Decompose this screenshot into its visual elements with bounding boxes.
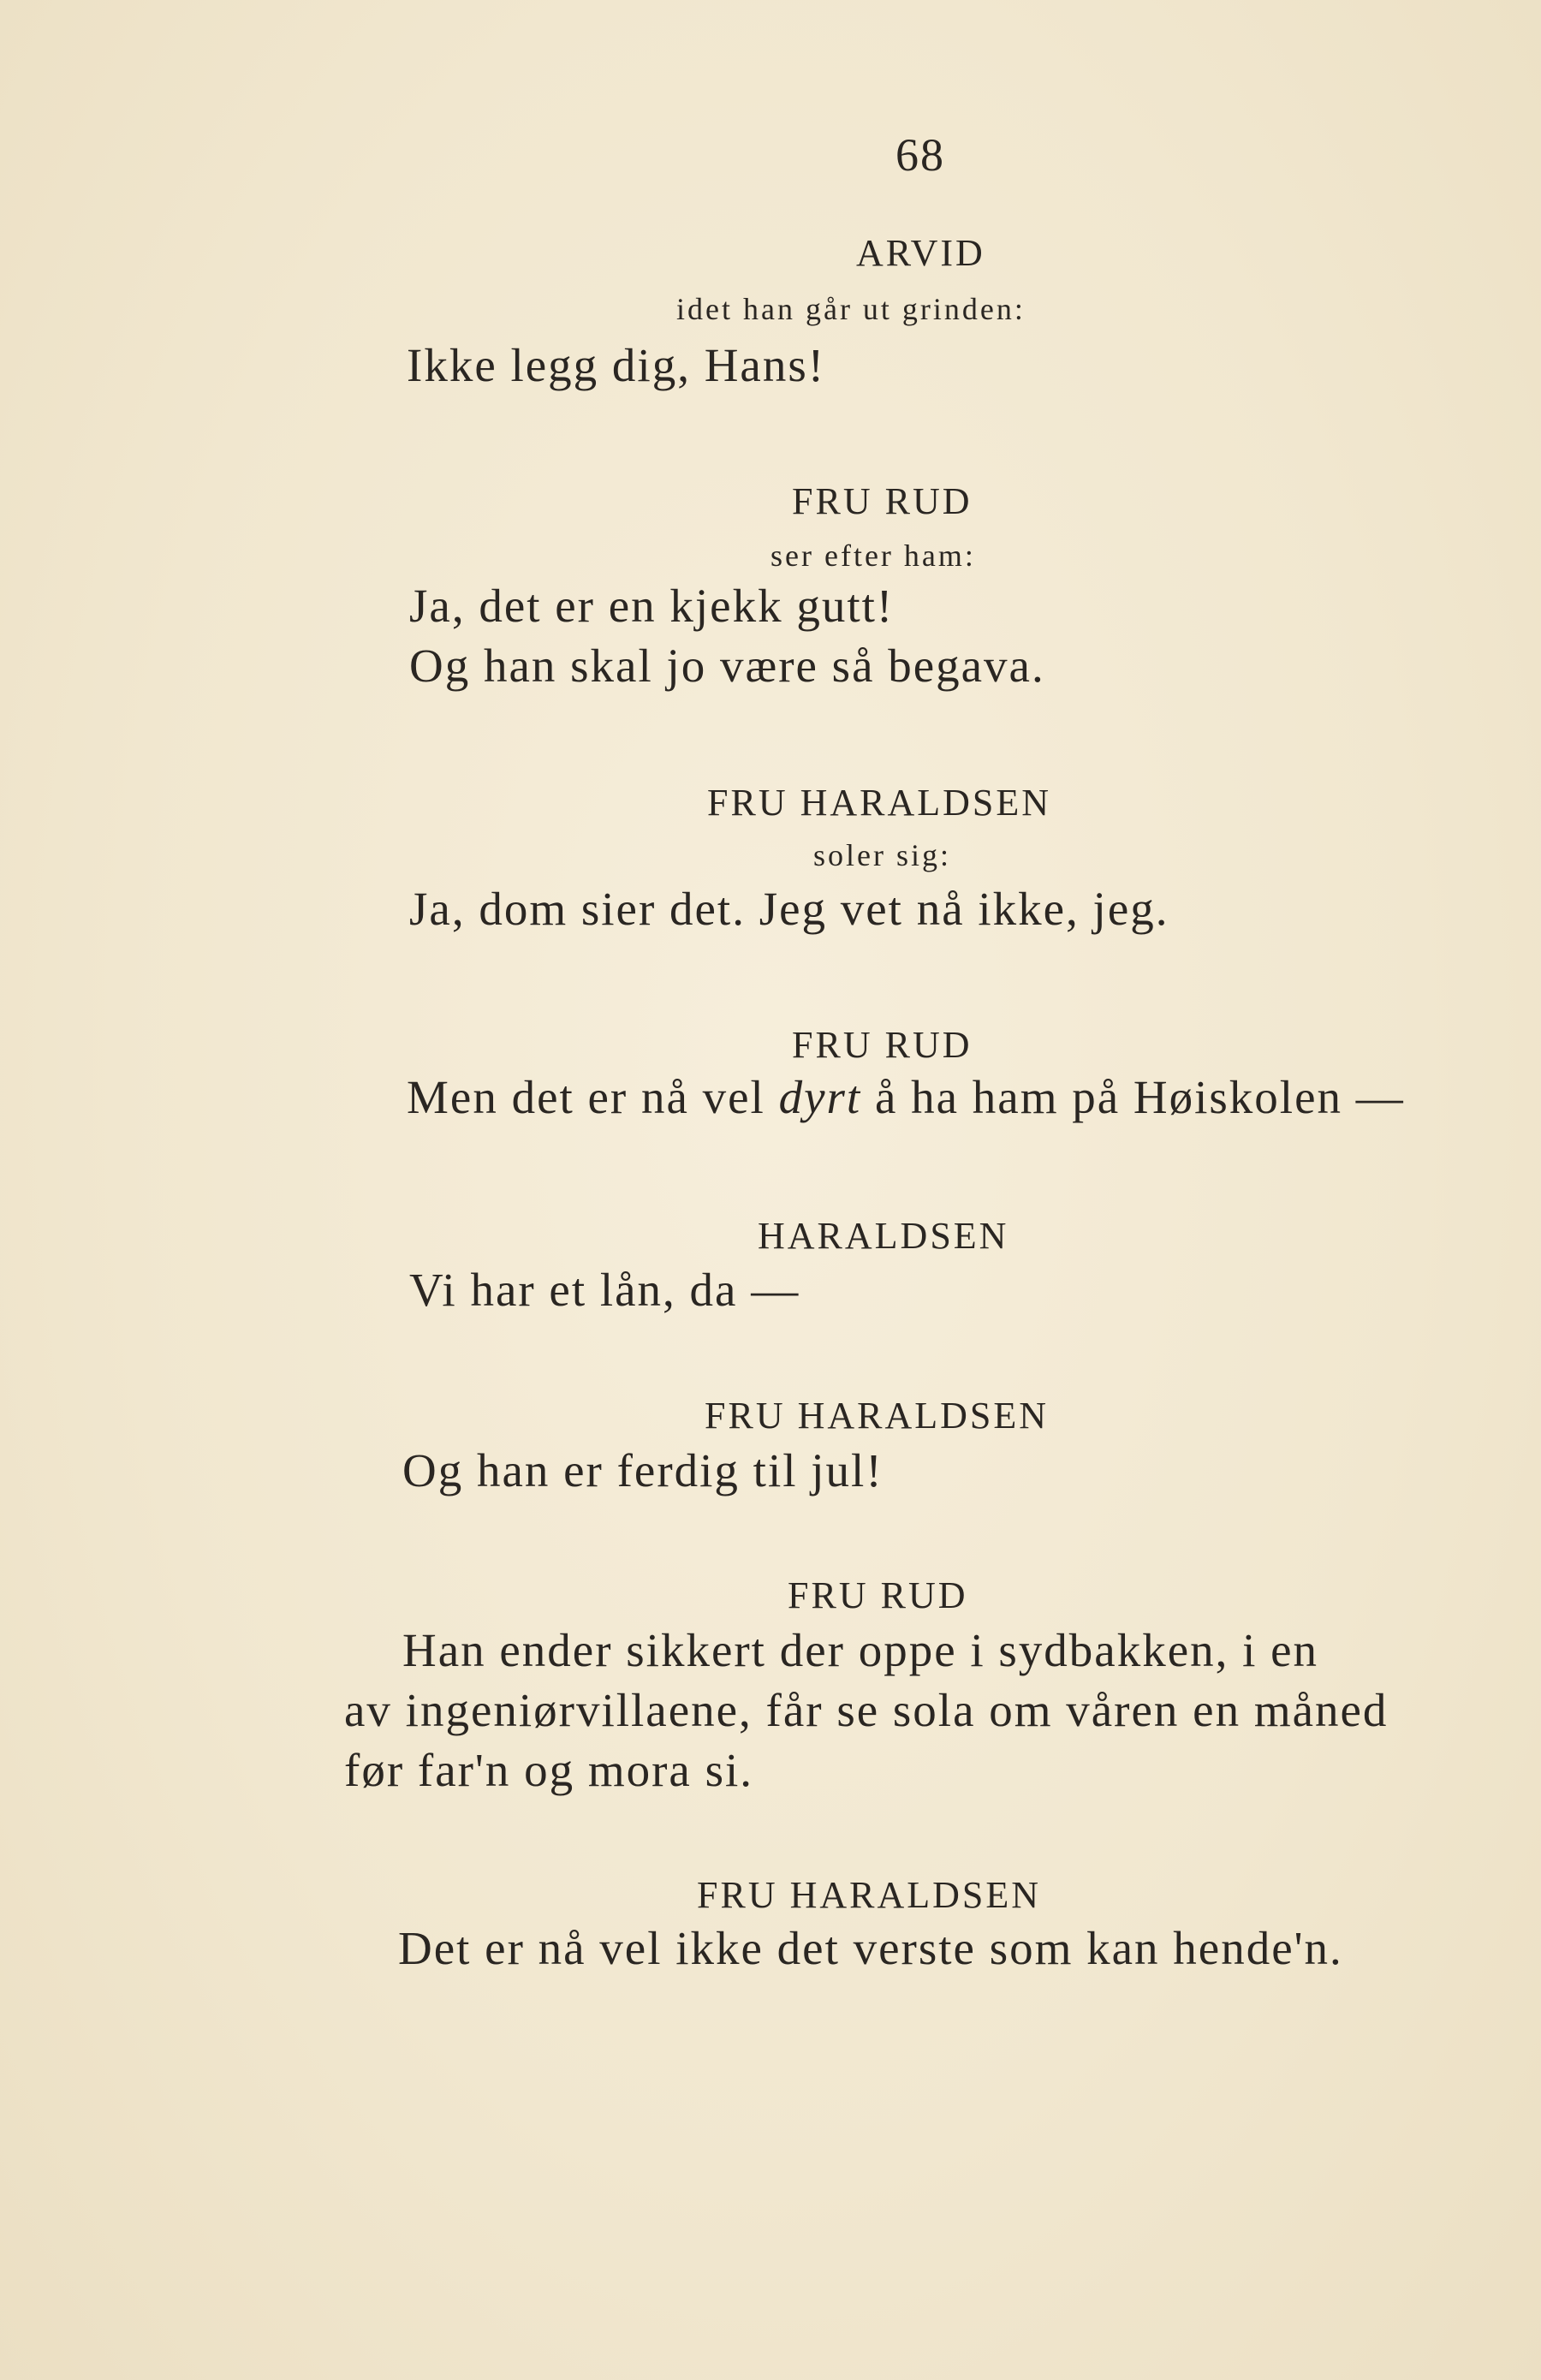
speaker-name: FRU RUD: [792, 1024, 973, 1066]
dialogue-line: Ja, det er en kjekk gutt!: [409, 580, 895, 632]
dialogue-line: av ingeniørvillaene, får se sola om våren en måned: [344, 1684, 1389, 1736]
dialogue-line: Det er nå vel ikke det verste som kan hende'n.: [398, 1922, 1343, 1974]
dialogue-line: før far'n og mora si.: [344, 1744, 754, 1796]
dialogue-line: Ja, dom sier det. Jeg vet nå ikke, jeg.: [409, 883, 1169, 935]
page-number: 68: [895, 129, 945, 181]
dialogue-text: Men det er nå vel: [407, 1071, 779, 1123]
dialogue-line: Ikke legg dig, Hans!: [407, 339, 826, 391]
speaker-name: FRU HARALDSEN: [707, 782, 1052, 824]
dialogue-line: Vi har et lån, da —: [409, 1264, 800, 1316]
speaker-name: FRU HARALDSEN: [697, 1874, 1042, 1916]
dialogue-line: Og han er ferdig til jul!: [402, 1444, 884, 1496]
stage-direction: idet han går ut grinden:: [676, 292, 1026, 326]
stage-direction: soler sig:: [813, 838, 951, 872]
dialogue-text: å ha ham på Høiskolen —: [861, 1071, 1405, 1123]
speaker-name: FRU RUD: [788, 1574, 968, 1616]
dialogue-line: Han ender sikkert der oppe i sydbakken, i en: [402, 1624, 1319, 1676]
speaker-name: HARALDSEN: [758, 1215, 1009, 1257]
speaker-name: FRU RUD: [792, 480, 973, 522]
speaker-name: ARVID: [856, 232, 985, 274]
dialogue-line: [407, 1070, 1405, 1124]
dialogue-line: Og han skal jo være så begava.: [409, 640, 1045, 692]
emphasized-word: dyrt: [778, 1071, 862, 1123]
speaker-name: FRU HARALDSEN: [705, 1395, 1050, 1437]
stage-direction: ser efter ham:: [770, 538, 976, 573]
